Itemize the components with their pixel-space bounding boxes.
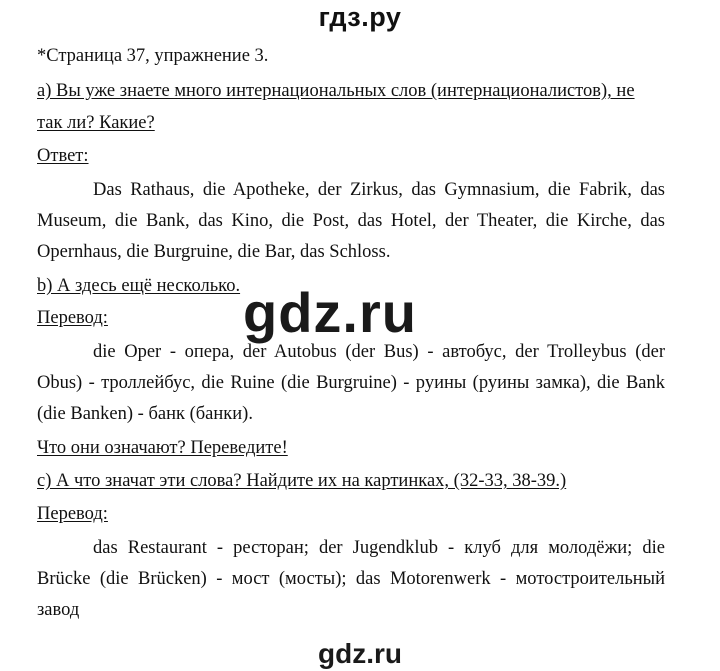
task-heading: *Страница 37, упражнение 3. [37,46,269,66]
watermark-footer: gdz.ru [318,638,402,669]
question-b: b) А здесь ещё несколько. [37,276,241,296]
site-title: гдз.ру [318,2,402,32]
answer-a-text: Das Rathaus, die Apotheke, der Zirkus, das Gymnasium, die Fabrik, das Museum, die Bank, das Kino, die Post, das Hotel, der Theater, die Kirche, das Opernhaus, die Burgruine, die Bar, das Schloss. [37,180,665,262]
translation-label-b: Перевод: [37,308,108,328]
question-a-line2: так ли? Какие? [37,113,155,133]
question-a-line1: а) Вы уже знаете много интернациональных слов (интернационалистов), не [37,81,635,101]
answer-label: Ответ: [37,146,89,166]
question-b-followup: Что они означают? Переведите! [37,438,288,458]
watermark-middle: gdz.ru [243,281,417,344]
translation-b-text: die Oper - опера, der Autobus (der Bus) - автобус, der Trolleybus (der Obus) - троллейбус, die Ruine (die Burgruine) - руины (руины замка), die Bank (die Banken) - банк (банки). [37,342,665,424]
question-c: c) А что значат эти слова? Найдите их на картинках, (32-33, 38-39.) [37,471,567,491]
translation-c-text: das Restaurant - ресторан; der Jugendklub - клуб для молодёжи; die Brücke (die Brücken) - мост (мосты); das Motorenwerk - мотостроительный завод [37,538,665,620]
translation-label-c: Перевод: [37,504,108,524]
